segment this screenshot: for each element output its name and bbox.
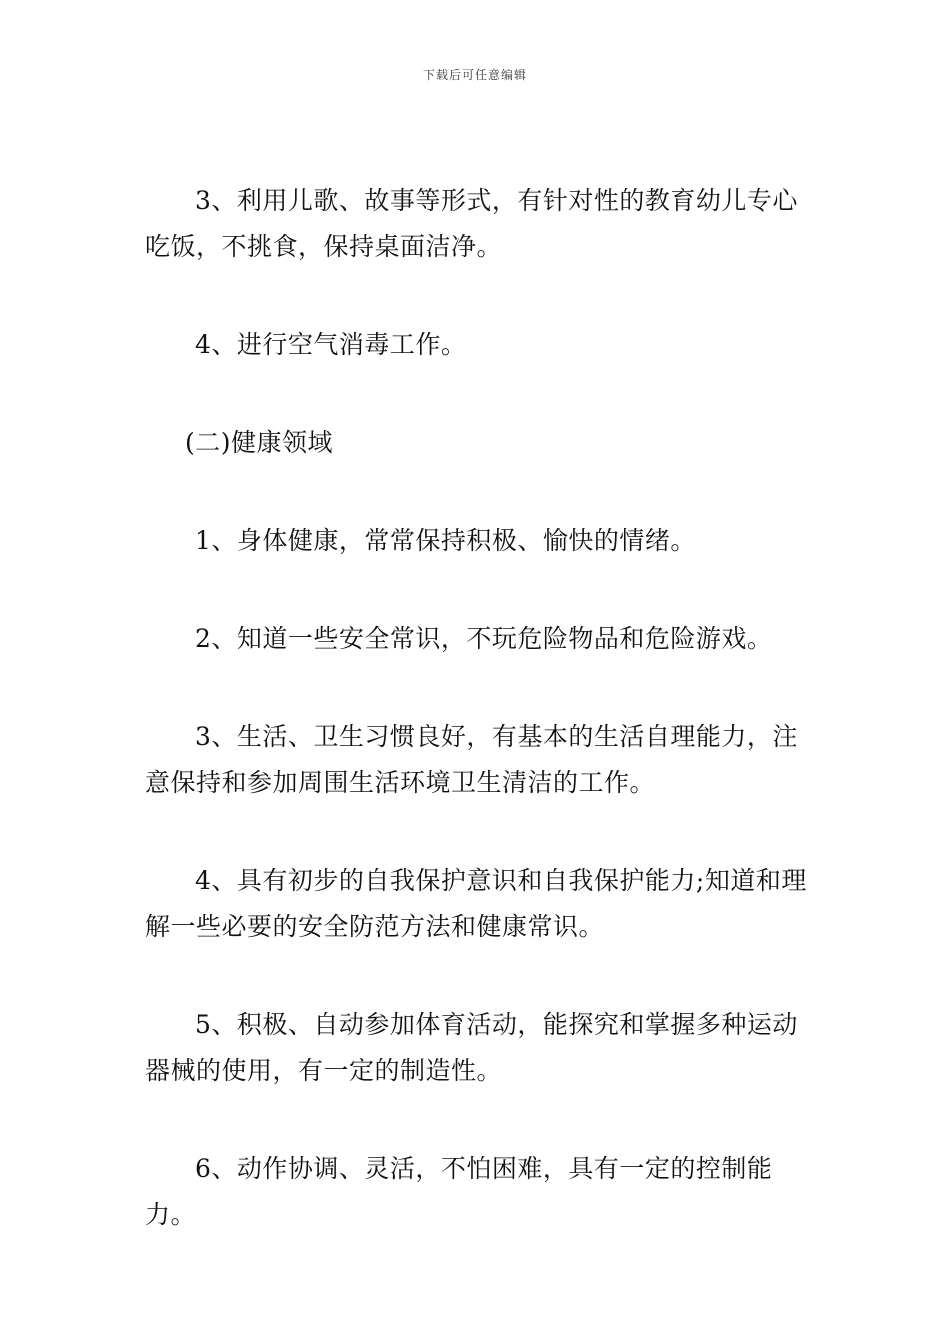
document-body (145, 178, 810, 1290)
paragraph-health-item-3: 3、生活、卫生习惯良好，有基本的生活自理能力，注意保持和参加周围生活环境卫生清洁的工作。 (145, 722, 798, 797)
paragraph-health-item-2: 2、知道一些安全常识，不玩危险物品和危险游戏。 (195, 624, 773, 653)
paragraph-health-item-1: 1、身体健康，常常保持积极、愉快的情绪。 (195, 526, 696, 555)
page-header: 下载后可任意编辑 (422, 68, 527, 82)
paragraph-health-item-5: 5、积极、自动参加体育活动，能探究和掌握多种运动器械的使用，有一定的制造性。 (145, 1010, 798, 1085)
paragraph-health-item-6: 6、动作协调、灵活，不怕困难，具有一定的控制能力。 (145, 1154, 773, 1229)
paragraph-item-4-disinfection: 4、进行空气消毒工作。 (195, 330, 467, 359)
paragraph-health-item-4: 4、具有初步的自我保护意识和自我保护能力;知道和理解一些必要的安全防范方法和健康常识。 (145, 866, 807, 941)
section-heading-health: (二)健康领域 (185, 428, 334, 457)
paragraph-item-3-eating: 3、利用儿歌、故事等形式，有针对性的教育幼儿专心吃饭，不挑食，保持桌面洁净。 (145, 186, 798, 261)
